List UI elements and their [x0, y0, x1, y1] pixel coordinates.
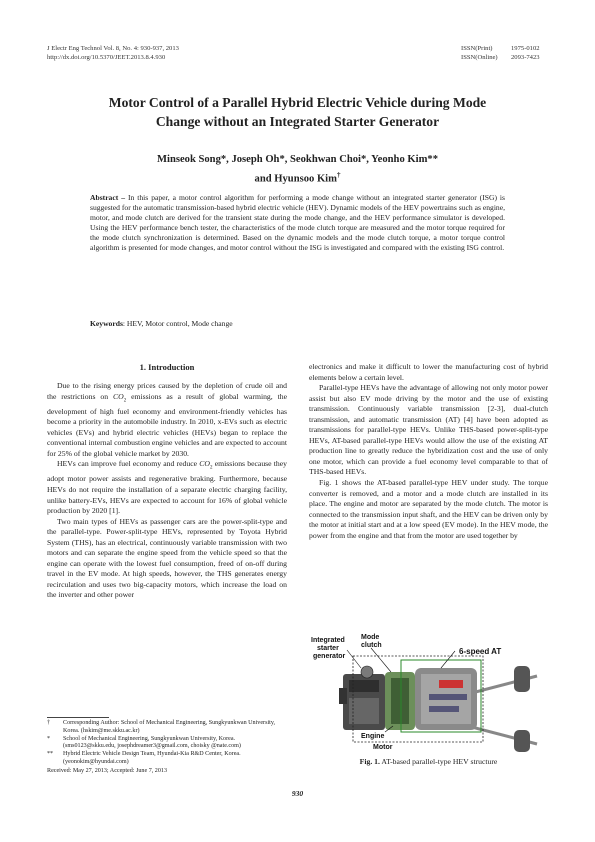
figure-caption [309, 757, 548, 766]
paragraph: HEVs can improve fuel economy and reduce $CO_2$ emissions because they adopt motor power assists and regenerative braking. Furthermore, because HEVs do not require the installation of a separate electric charging facility, unlike battery-EVs, HEVs are expected to account for 16% of global vehicle production by 2020 [1]. [47, 459, 288, 516]
paragraph: Two main types of HEVs as passenger cars are the power-split-type and the parallel-type. Power-split-type HEVs, represented by Toyota Hybrid System (THS), has an electrical, continuously variable transmission with two motors and can separate the engine speed from the vehicle speed so that the engine can operate with the lowest fuel consumption, freed of on-off during travel in the EV mode. At high speeds, however, the THS generates energy recirculation and uses two big-capacity motors, which increase the load on the inverter and other power [47, 516, 287, 600]
body-column-right [309, 362, 548, 541]
engine-label: Engine [361, 733, 385, 740]
figure-caption-label: Fig. 1. [359, 757, 380, 766]
issn-online-label: ISSN(Online) [461, 53, 498, 61]
title-line-1: Motor Control of a Parallel Hybrid Electric Vehicle during Mode [108, 95, 487, 110]
corresponding-mark: † [336, 170, 341, 179]
paragraph: electronics and make it difficult to lower the manufacturing cost of hybrid elements below a certain level. [309, 362, 548, 382]
paragraph: Fig. 1 shows the AT-based parallel-type HEV under study. The torque converter is removed, and a motor and a mode clutch are installed in its place. The engine and motor are separated by the mode clutch. The motor is connected to the transmission input shaft, and the HEV can be driven only by the motor at initial start and at a low speed (EV mode). In the HEV mode, the power from the engine and that from the motor are used together by [309, 478, 548, 540]
footnote: ** Hybrid Electric Vehicle Design Team, Hyundai-Kia R&D Center, Korea. (yeonokim@hyundai.com) [47, 751, 241, 765]
issn-block [461, 45, 551, 62]
keywords-text: : HEV, Motor control, Mode change [122, 319, 233, 328]
transmission-housing [415, 668, 477, 730]
authors-line-2: and Hyunsoo Kim [254, 173, 337, 185]
author-list [60, 153, 535, 187]
figure-caption-text: AT-based parallel-type HEV structure [379, 757, 498, 766]
page-number: 930 [291, 789, 304, 798]
engine-block [339, 674, 385, 730]
abstract [90, 193, 505, 254]
issn-print: 1975-0102 [511, 45, 540, 52]
journal-citation: J Electr Eng Technol Vol. 8, No. 4: 930-937, 2013 [47, 45, 179, 52]
abstract-label: Abstract – [90, 193, 126, 202]
mode-clutch-label: Mode clutch [361, 634, 382, 649]
motor-housing [385, 672, 415, 730]
footnote: * School of Mechanical Engineering, Sungkyunkwan University, Korea. (sms0123@skku.edu, josephdreamer3@gmail.com, choisky @nate.com) [47, 735, 241, 750]
issn-online: 2093-7423 [511, 53, 540, 61]
paragraph: Parallel-type HEVs have the advantage of allowing not only motor power assist but also EV mode driving by the motor and the use of existing transmission. Continuously variable transmission [2-3], dual-clutch transmission, and automatic transmission (AT) [4] have been adopted as transmissions for parallel-type HEVs. Unlike THS-based power-split-type HEVs, AT-based parallel-type HEVs would allow the use of the existing AT production line to greatly reduce the hybridization cost and the use of only one motor, which can provide a fuel economy level comparable to that of THS-based HEVs. [309, 383, 548, 477]
paragraph: Due to the rising energy prices caused by the depletion of crude oil and the restrictions on $CO_2$ emissions as a result of global warming, the development of high fuel economy and environment-friendly vehicles has become a priority in the automobile industry. In 2010, x-EVs such as electric vehicles (EVs) and hybrid electric vehicles (HEVs) began to replace the conventional internal combustion engine vehicles and are expected to account for 25% of the global vehicle market by 2030. [47, 381, 288, 458]
section-heading: 1. Introduction [139, 362, 195, 372]
received-date: Received: May 27, 2013; Accepted: June 7, 2013 [47, 767, 167, 774]
footnote: † Corresponding Author: School of Mechanical Engineering, Sungkyunkwan University, Korea. (hskim@me.skku.ac.kr) [47, 720, 276, 734]
footnote-divider [47, 717, 109, 718]
isg-label: Integrated starter generator [311, 637, 346, 660]
paper-title [60, 93, 535, 131]
isg-unit [361, 666, 373, 678]
body-column-left [47, 381, 287, 601]
doi-link[interactable]: http://dx.doi.org/10.5370/JEET.2013.8.4.930 [47, 53, 166, 61]
journal-header [47, 45, 179, 62]
motor-label: Motor [373, 744, 393, 751]
issn-print-label: ISSN(Print) [461, 45, 493, 52]
footnotes [47, 720, 287, 775]
authors-line-1: Minseok Song*, Joseph Oh*, Seokhwan Choi*, Yeonho Kim** [157, 154, 438, 165]
title-line-2: Change without an Integrated Starter Generator [155, 114, 440, 129]
six-speed-at-label: 6-speed AT [459, 647, 502, 656]
abstract-text: In this paper, a motor control algorithm for performing a mode change without an integrated starter generator (ISG) is suggested for the automatic transmission-based hybrid electric vehicle (HEV). Dynamic models of the HEV powertrains such as engine, motor, and mode clutch are derived for the transient state during the mode change, and the HEV performance simulator is developed. Using the HEV performance bench tester, the characteristics of the mode clutch torque are measured and the motor torque required for the mode clutch synchronization is determined. Based on the dynamic models and the mode clutch torque, a motor torque control algorithm is presented for mode changes, and motor control without the ISG is investigated and compared with the existing ISG control. [90, 193, 506, 253]
hev-structure-figure [309, 628, 548, 753]
keywords [90, 319, 505, 329]
keywords-label: Keywords [90, 319, 123, 328]
